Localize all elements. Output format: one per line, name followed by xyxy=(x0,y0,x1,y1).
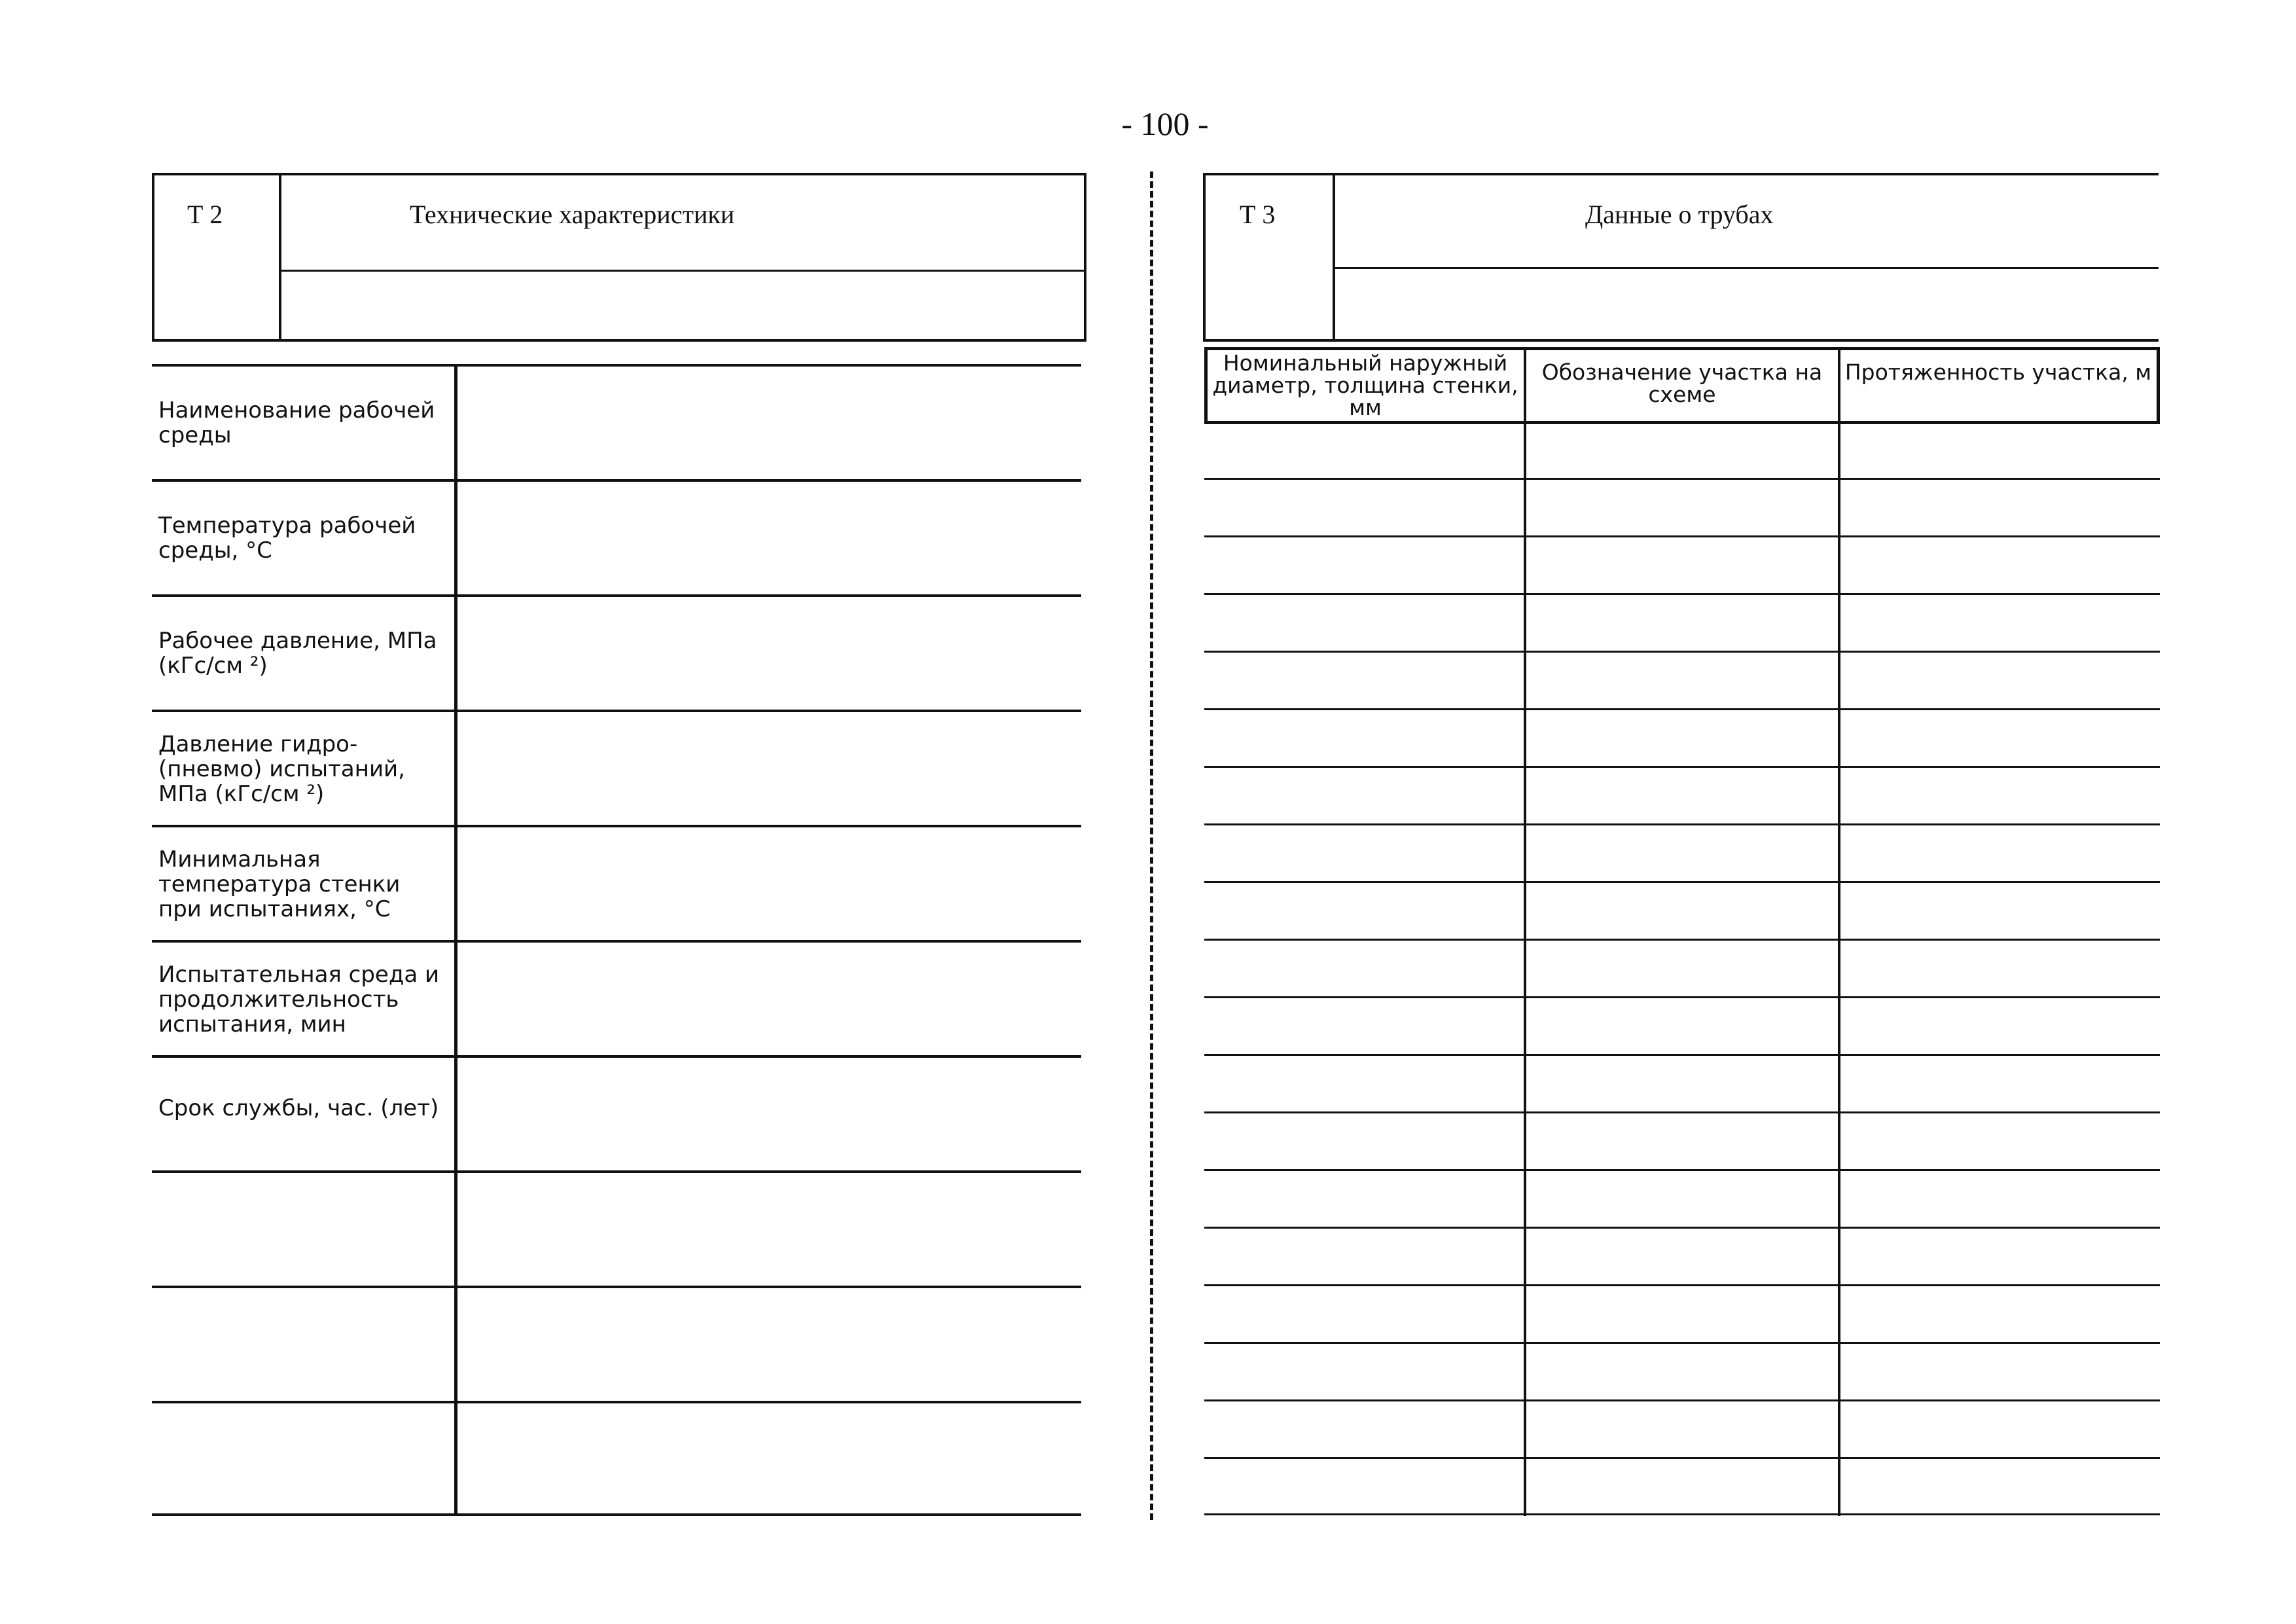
table-rule xyxy=(1204,708,2160,710)
table-rule xyxy=(152,479,1081,482)
row-label-min-wall-temp: Минимальная температура стенки при испытаниях, °С xyxy=(158,846,401,922)
t2-header-rule xyxy=(279,270,1084,272)
table-column-divider xyxy=(1524,347,1526,1516)
t3-title: Данные о трубах xyxy=(1585,200,1774,229)
table-rule xyxy=(152,1286,1081,1288)
table-rule xyxy=(1204,593,2160,595)
table-column-divider xyxy=(454,364,457,1516)
table-rule xyxy=(1204,823,2160,825)
table-rule xyxy=(1204,1284,2160,1286)
table-rule xyxy=(152,1513,1081,1516)
characteristics-table xyxy=(152,364,1081,1516)
t2-code: Т 2 xyxy=(187,200,223,229)
table-rule xyxy=(1204,939,2160,941)
fold-separator xyxy=(1150,171,1153,1520)
table-column-divider xyxy=(1838,347,1840,1516)
table-rule xyxy=(1204,766,2160,768)
row-label-temperature: Температура рабочей среды, °С xyxy=(158,513,416,564)
table-rule xyxy=(152,364,1081,367)
table-rule xyxy=(1204,1054,2160,1056)
column-header-diameter: Номинальный наружный диаметр, толщина стенки, мм xyxy=(1212,350,1518,420)
table-rule xyxy=(1204,1169,2160,1171)
table-rule xyxy=(152,1170,1081,1173)
table-rule xyxy=(152,1401,1081,1403)
t3-header-divider xyxy=(1333,175,1335,339)
column-header-section: Обозначение участка на схеме xyxy=(1541,359,1823,407)
t2-title: Технические характеристики xyxy=(410,200,735,229)
table-rule xyxy=(1204,1399,2160,1401)
t3-code: Т 3 xyxy=(1240,200,1276,229)
table-rule xyxy=(152,825,1081,827)
table-rule xyxy=(1204,1513,2160,1515)
t3-header-box xyxy=(1203,173,2159,342)
table-rule xyxy=(152,594,1081,597)
table-rule xyxy=(1204,651,2160,653)
table-rule xyxy=(1204,1227,2160,1229)
row-label-pressure: Рабочее давление, МПа (кГс/см ²) xyxy=(158,628,437,679)
table-rule xyxy=(1204,478,2160,480)
table-rule xyxy=(152,1055,1081,1058)
t2-header-divider xyxy=(279,175,281,339)
row-label-service-life: Срок службы, час. (лет) xyxy=(158,1095,439,1121)
t3-header-rule xyxy=(1333,267,2159,269)
row-label-test-pressure: Давление гидро-(пневмо) испытаний, МПа (кГс/см ²) xyxy=(158,731,405,807)
table-rule xyxy=(152,710,1081,712)
pipe-data-table xyxy=(1204,347,2160,1516)
row-label-medium: Наименование рабочей среды xyxy=(158,397,435,448)
table-rule xyxy=(1204,881,2160,883)
table-rule xyxy=(1204,1342,2160,1344)
row-label-test-medium: Испытательная среда и продолжительность испытания, мин xyxy=(158,962,440,1038)
table-rule xyxy=(152,940,1081,943)
table-rule xyxy=(1204,1457,2160,1459)
page-number: - 100 - xyxy=(1121,105,1209,142)
table-rule xyxy=(1204,535,2160,537)
column-header-length: Протяженность участка, м xyxy=(1844,359,2152,385)
t2-header-box xyxy=(152,173,1086,342)
table-rule xyxy=(1204,996,2160,998)
table-rule xyxy=(1204,1111,2160,1113)
